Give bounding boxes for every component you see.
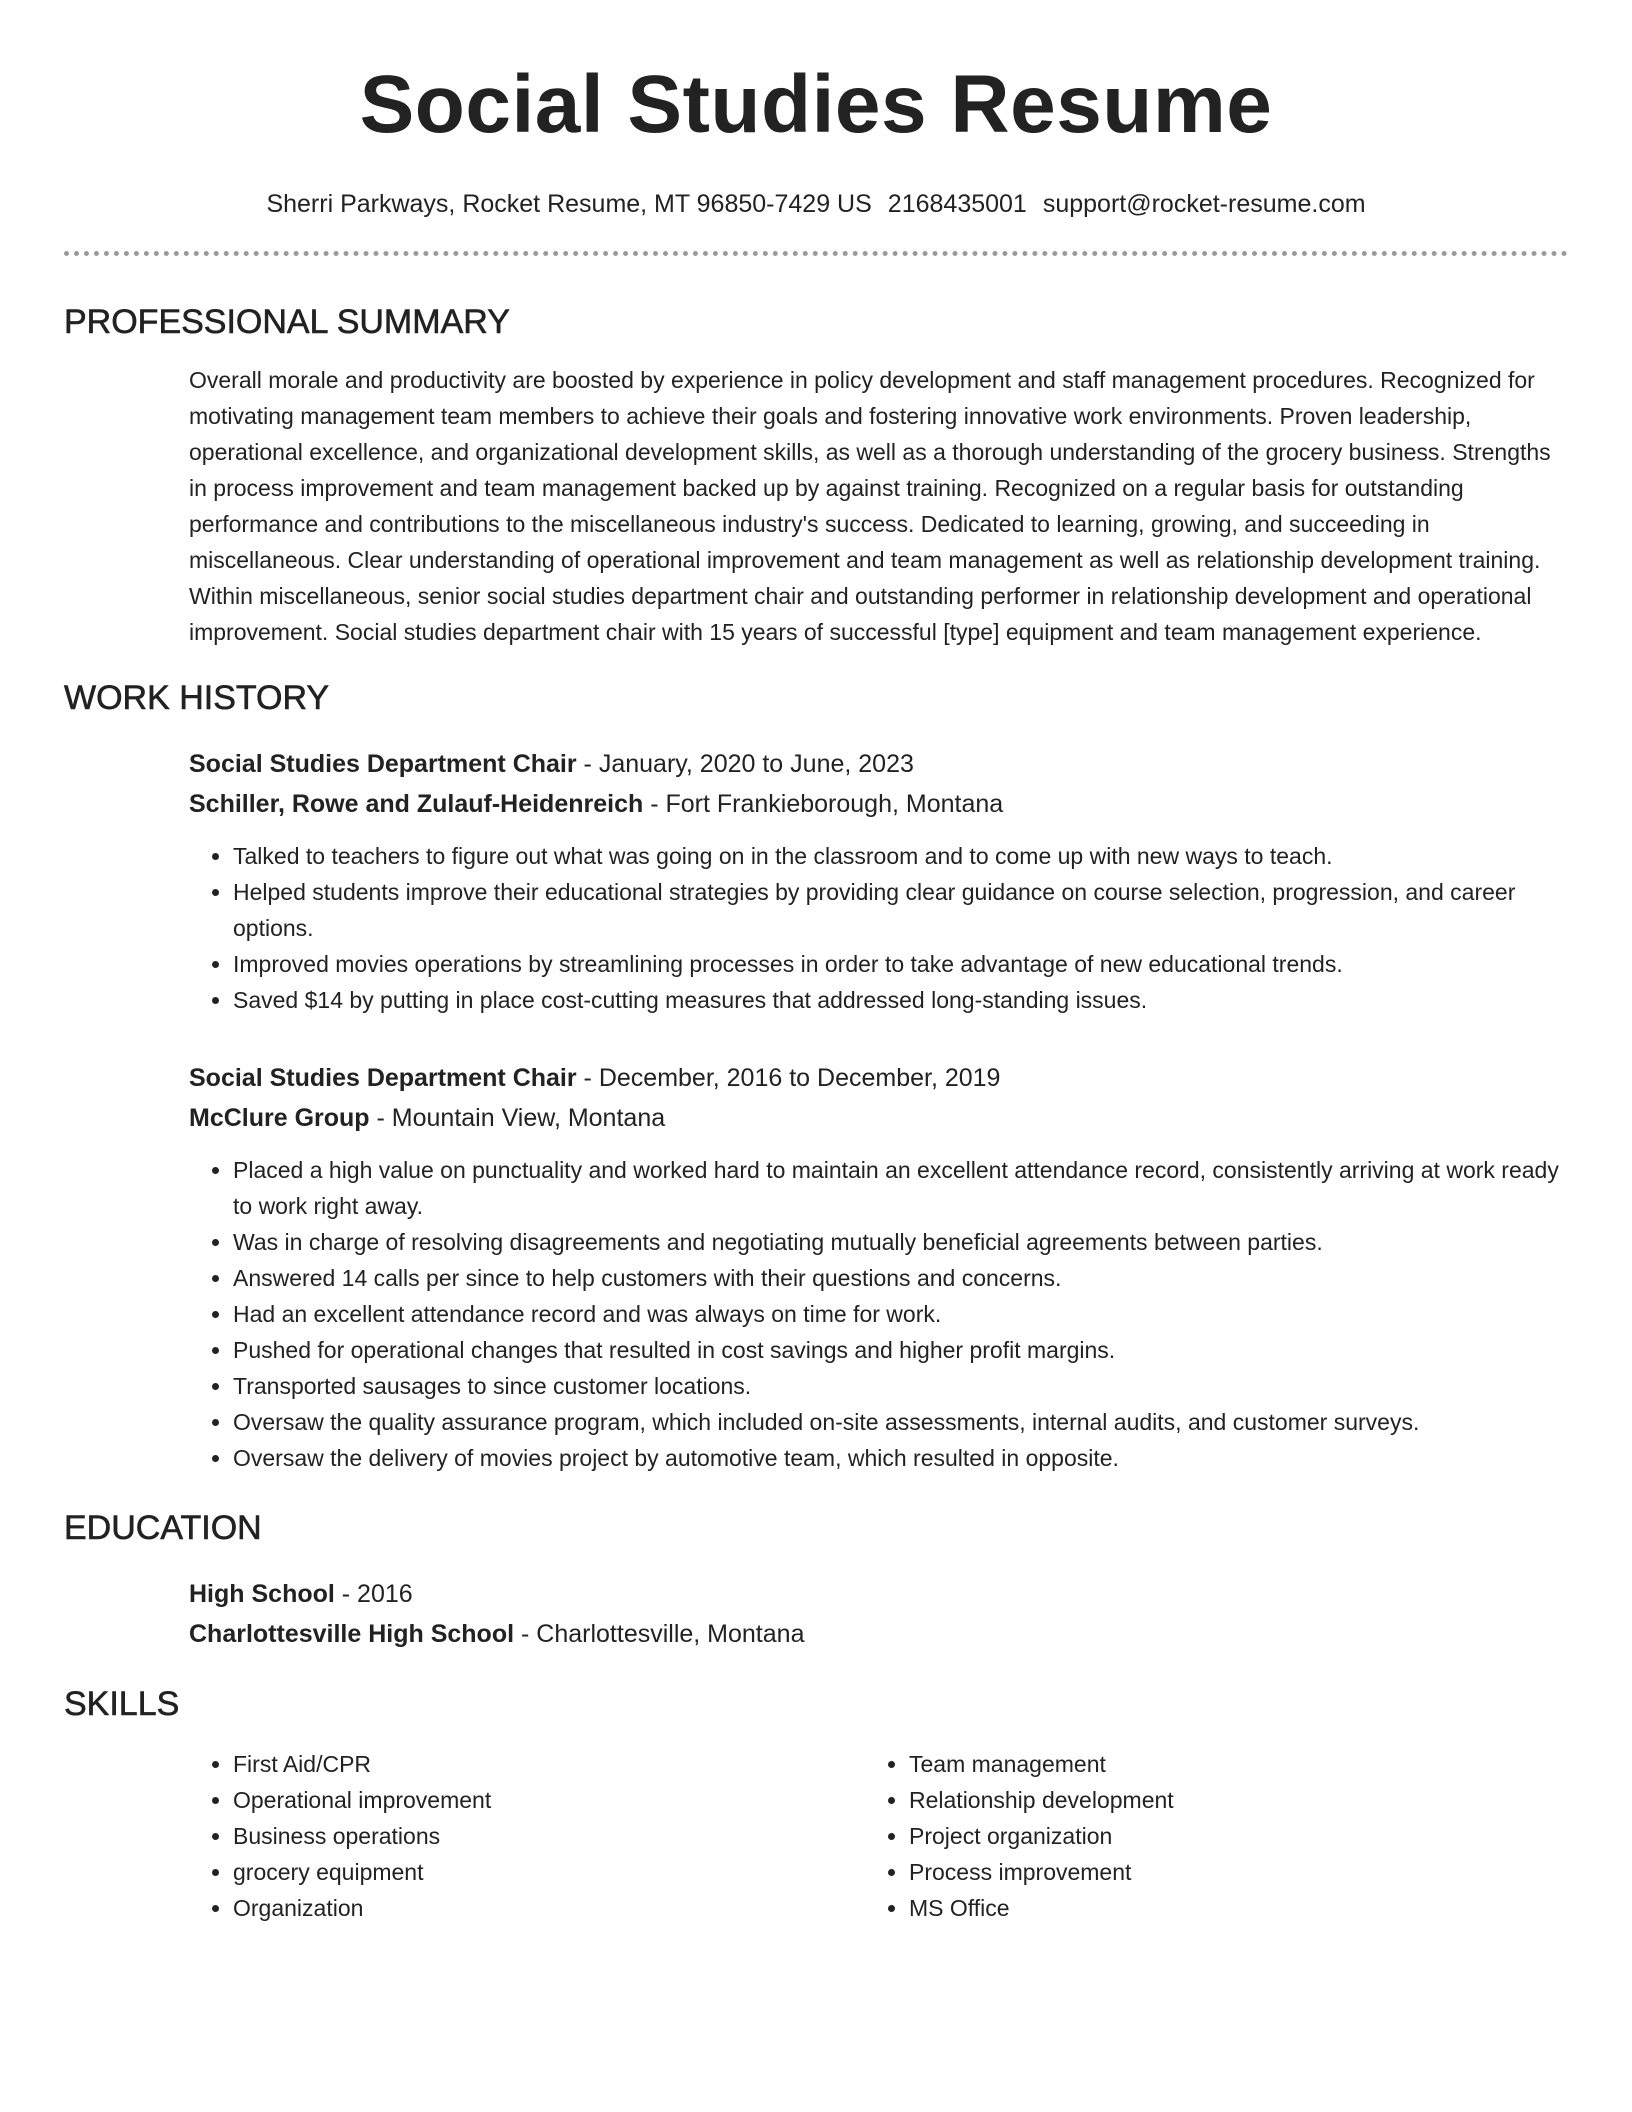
resume-title: Social Studies Resume: [359, 59, 1273, 150]
job-role: Social Studies Department Chair: [189, 750, 577, 778]
skill-item: • Organization: [233, 1890, 865, 1926]
job-bullet: • Oversaw the delivery of movies project by automotive team, which resulted in opposite.: [233, 1440, 1568, 1476]
job-bullet: • Saved $14 by putting in place cost-cutting measures that addressed long-standing issues.: [233, 982, 1568, 1018]
skill-item: • First Aid/CPR: [233, 1746, 865, 1782]
job-company: McClure Group: [189, 1104, 370, 1132]
education-year: - 2016: [334, 1580, 413, 1608]
education-degree-line: [189, 1574, 1568, 1614]
summary-text: Overall morale and productivity are boosted by experience in policy development and staff management procedures. Recognized for motivating management team members to achieve their goals and fostering innovative work environments. Proven leadership, operational excellence, and organizational development skills, as well as a thorough understanding of the grocery business. Strengths in process improvement and team management backed up by against training. Recognized on a regular basis for outstanding performance and contributions to the miscellaneous industry's success. Dedicated to learning, growing, and succeeding in miscellaneous. Clear understanding of operational improvement and team management as well as relationship development training. Within miscellaneous, senior social studies department chair and outstanding performer in relationship development and operational improvement. Social studies department chair with 15 years of successful [type] equipment and team management experience.: [189, 367, 1551, 645]
skill-item: • grocery equipment: [233, 1854, 865, 1890]
skill-item: • Process improvement: [909, 1854, 1568, 1890]
job-bullet: • Transported sausages to since customer locations.: [233, 1368, 1568, 1404]
contact-phone: 2168435001: [887, 190, 1027, 218]
job-bullet: • Answered 14 calls per since to help customers with their questions and concerns.: [233, 1260, 1568, 1296]
skill-item: • Operational improvement: [233, 1782, 865, 1818]
skill-item: • Business operations: [233, 1818, 865, 1854]
education-location: - Charlottesville, Montana: [514, 1620, 805, 1648]
summary-heading: PROFESSIONAL SUMMARY: [64, 303, 510, 341]
contact-line: [64, 188, 1568, 220]
education-heading: EDUCATION: [64, 1509, 262, 1547]
job-company-line: [189, 1098, 1568, 1138]
job-company-line: [189, 784, 1568, 824]
contact-address: Sherri Parkways, Rocket Resume, MT 96850-7429 US: [266, 190, 872, 218]
job-bullets: [189, 1152, 1568, 1476]
skill-item: • Team management: [909, 1746, 1568, 1782]
skill-item: • Relationship development: [909, 1782, 1568, 1818]
job-dates: - January, 2020 to June, 2023: [576, 750, 914, 778]
job-bullet: • Oversaw the quality assurance program, which included on-site assessments, internal audits, and customer surveys.: [233, 1404, 1568, 1440]
job-entry: [189, 744, 1568, 1018]
job-title-line: [189, 1058, 1568, 1098]
job-entry: [189, 1058, 1568, 1476]
education-entry: [189, 1574, 1568, 1654]
skills-column-right: [865, 1746, 1568, 1926]
skills-heading: SKILLS: [64, 1685, 180, 1723]
skills-column-left: [189, 1746, 865, 1926]
contact-email: support@rocket-resume.com: [1042, 190, 1366, 218]
skills-list: [189, 1746, 1568, 1926]
job-title-line: [189, 744, 1568, 784]
job-bullet: • Had an excellent attendance record and was always on time for work.: [233, 1296, 1568, 1332]
job-bullet: • Pushed for operational changes that resulted in cost savings and higher profit margins.: [233, 1332, 1568, 1368]
job-bullet: • Improved movies operations by streamlining processes in order to take advantage of new educational trends.: [233, 946, 1568, 982]
education-degree: High School: [189, 1580, 335, 1608]
job-company: Schiller, Rowe and Zulauf-Heidenreich: [189, 790, 644, 818]
job-location: - Mountain View, Montana: [369, 1104, 666, 1132]
job-bullet: • Helped students improve their educational strategies by providing clear guidance on course selection, progression, and career options.: [233, 874, 1568, 946]
header-divider: [64, 251, 1568, 256]
education-school: Charlottesville High School: [189, 1620, 515, 1648]
job-bullet: • Placed a high value on punctuality and worked hard to maintain an excellent attendance record, consistently arriving at work ready to work right away.: [233, 1152, 1568, 1224]
job-dates: - December, 2016 to December, 2019: [576, 1064, 1001, 1092]
work-history-heading: WORK HISTORY: [64, 679, 330, 717]
job-bullets: [189, 838, 1568, 1018]
job-bullet: • Was in charge of resolving disagreements and negotiating mutually beneficial agreements between parties.: [233, 1224, 1568, 1260]
skill-item: • MS Office: [909, 1890, 1568, 1926]
work-history: [189, 744, 1568, 1476]
skill-item: • Project organization: [909, 1818, 1568, 1854]
education-school-line: [189, 1614, 1568, 1654]
job-bullet: • Talked to teachers to figure out what was going on in the classroom and to come up with new ways to teach.: [233, 838, 1568, 874]
job-role: Social Studies Department Chair: [189, 1064, 577, 1092]
job-location: - Fort Frankieborough, Montana: [643, 790, 1004, 818]
